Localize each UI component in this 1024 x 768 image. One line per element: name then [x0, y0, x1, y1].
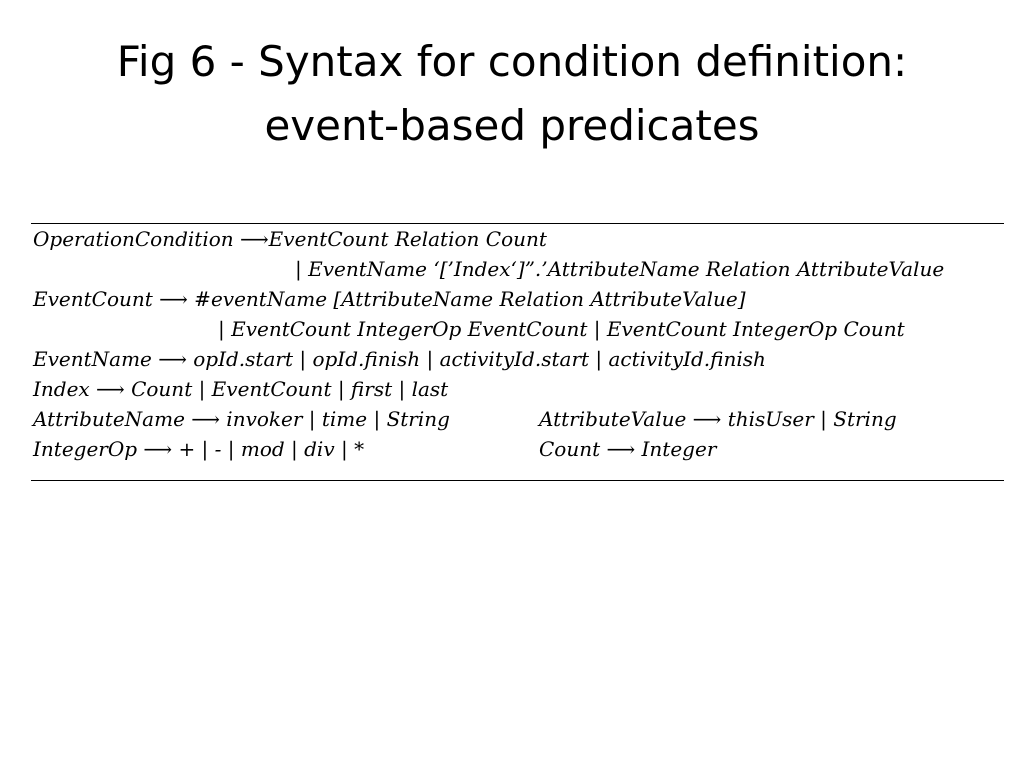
- grammar-rule-event-name: EventName ⟶ opId.start | opId.finish | activityId.start | activityId.finish: [33, 347, 766, 371]
- grammar-rule-attribute-value: AttributeValue ⟶ thisUser | String: [539, 407, 897, 431]
- bottom-rule: [31, 480, 1004, 481]
- grammar-rule-event-count: EventCount ⟶ #eventName [AttributeName Relation AttributeValue]: [33, 287, 746, 311]
- title-line-1: Fig 6 - Syntax for condition definition:: [116, 37, 908, 86]
- title-line-2: event-based predicates: [264, 101, 760, 150]
- grammar-rule-index: Index ⟶ Count | EventCount | first | last: [33, 377, 449, 401]
- grammar-rule-operation-condition-alt: | EventName ‘[’Index‘]”.’AttributeName Relation AttributeValue: [295, 257, 945, 281]
- grammar-rule-integer-op: IntegerOp ⟶ + | - | mod | div | *: [33, 437, 365, 461]
- grammar-rule-count: Count ⟶ Integer: [539, 437, 717, 461]
- slide-title: [40, 30, 984, 158]
- grammar-rule-attribute-name: AttributeName ⟶ invoker | time | String: [33, 407, 450, 431]
- grammar-rule-event-count-alt: | EventCount IntegerOp EventCount | EventCount IntegerOp Count: [218, 317, 905, 341]
- grammar-rule-operation-condition: OperationCondition ⟶EventCount Relation Count: [33, 227, 547, 251]
